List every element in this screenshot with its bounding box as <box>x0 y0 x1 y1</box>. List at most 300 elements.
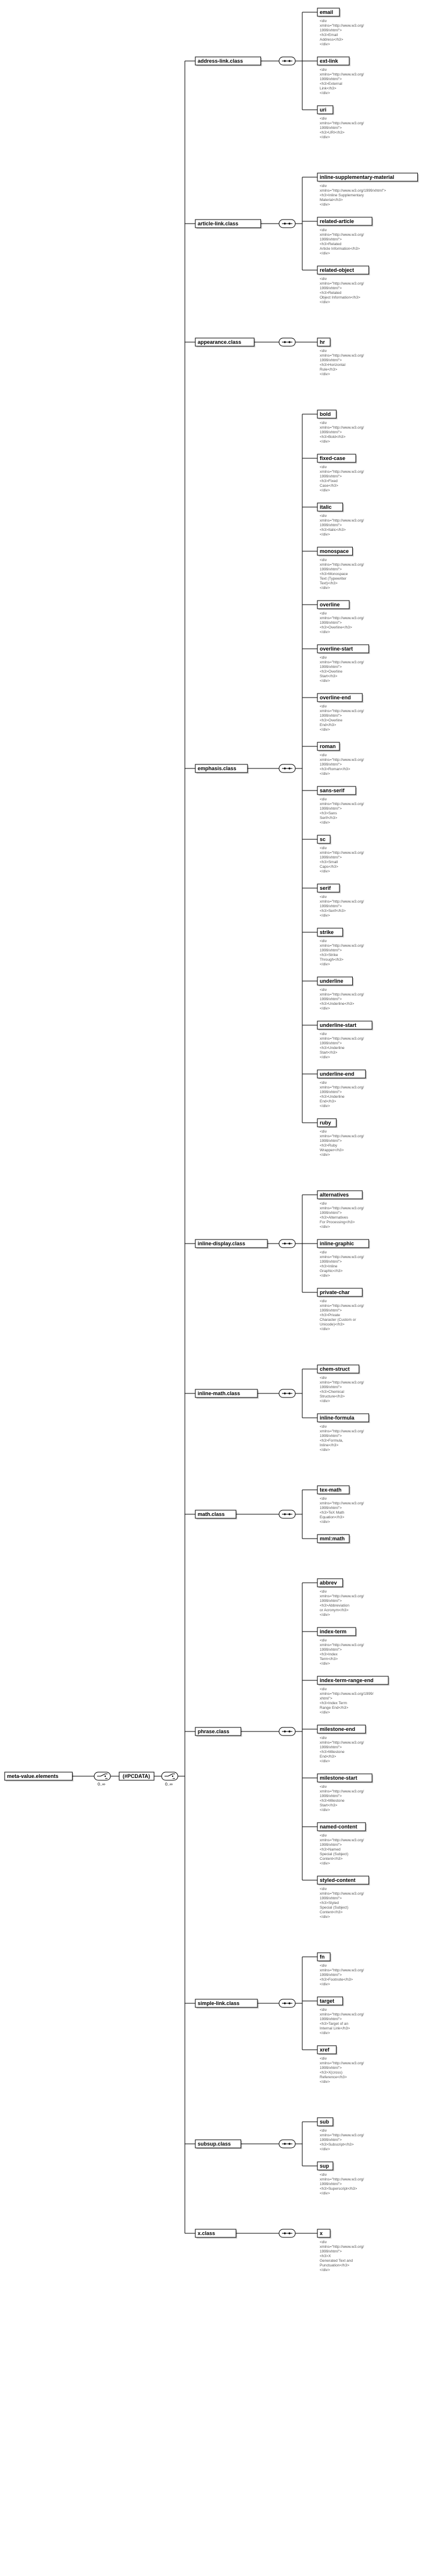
element-documentation: </div> <box>320 1662 330 1666</box>
element-documentation: Punctuation</h3> <box>320 2264 349 2268</box>
element-documentation: 1999/xhtml"> <box>320 1973 342 1977</box>
element-documentation: xmlns="http://www.w3.org/ <box>320 1790 364 1794</box>
element-documentation: </div> <box>320 1153 330 1157</box>
element-inline-supplementary-material-label: inline-supplementary-material <box>320 174 395 180</box>
element-documentation: <div <box>320 1590 327 1594</box>
element-documentation: 1999/xhtml"> <box>320 430 342 434</box>
group-label: phrase.class <box>198 1729 230 1734</box>
element-documentation: xmlns="http://www.w3.org/ <box>320 851 364 855</box>
element-documentation: <div <box>320 68 327 72</box>
choice-dot <box>172 1776 173 1777</box>
element-documentation: <h3>Small <box>320 860 338 864</box>
element-tex-math-label: tex-math <box>320 1487 342 1493</box>
element-documentation: Start</h3> <box>320 1051 338 1055</box>
element-documentation: 1999/xhtml"> <box>320 714 342 718</box>
element-documentation: 1999/xhtml"> <box>320 949 342 953</box>
element-documentation: xmlns="http://www.w3.org/ <box>320 1134 364 1138</box>
element-documentation: 1999/xhtml"> <box>320 1794 342 1798</box>
element-documentation: </div> <box>320 1759 330 1763</box>
element-documentation: </div> <box>320 914 330 918</box>
group-label: x.class <box>198 2230 216 2236</box>
element-documentation: <h3>URI</h3> <box>320 131 345 135</box>
element-documentation: <h3>External <box>320 82 342 86</box>
element-documentation: <h3>Strike <box>320 953 338 957</box>
element-documentation: <div <box>320 1639 327 1643</box>
element-documentation: 1999/xhtml"> <box>320 1211 342 1215</box>
element-documentation: 1999/xhtml"> <box>320 1434 342 1438</box>
element-documentation: </div> <box>320 1274 330 1278</box>
element-underline-end-label: underline-end <box>320 1071 355 1077</box>
element-documentation: <h3>Abbreviation <box>320 1604 349 1608</box>
group-label: appearance.class <box>198 339 242 345</box>
element-documentation: <h3>Chemical <box>320 1390 344 1394</box>
element-documentation: Link</h3> <box>320 87 337 91</box>
sequence-dot <box>288 2232 290 2234</box>
element-documentation: <div <box>320 1299 327 1303</box>
sequence-dot <box>284 1513 285 1515</box>
element-documentation: <div <box>320 184 327 188</box>
element-documentation: xmlns="http://www.w3.org/ <box>320 900 364 904</box>
element-documentation: 1999/xhtml"> <box>320 2138 342 2142</box>
element-documentation: <div <box>320 465 327 469</box>
element-email-label: email <box>320 9 334 15</box>
element-documentation: <h3>Ruby <box>320 1144 337 1148</box>
element-documentation: <h3>Alternatives <box>320 1216 348 1220</box>
element-documentation: xhtml"> <box>320 1697 333 1701</box>
element-documentation: 1999/xhtml"> <box>320 763 342 767</box>
element-overline-label: overline <box>320 602 340 608</box>
element-documentation: </div> <box>320 2080 330 2084</box>
element-documentation: Range End</h3> <box>320 1706 349 1710</box>
element-fn-label: fn <box>320 1954 325 1960</box>
element-alternatives-label: alternatives <box>320 1192 349 1198</box>
sequence-dot <box>284 60 285 62</box>
element-documentation: 1999/xhtml"> <box>320 1139 342 1143</box>
element-documentation: </div> <box>320 630 330 634</box>
element-documentation: </div> <box>320 1399 330 1403</box>
sequence-dot <box>284 222 285 224</box>
element-documentation: <div <box>320 1964 327 1968</box>
element-documentation: Structure</h3> <box>320 1395 345 1399</box>
element-documentation: </div> <box>320 1225 330 1229</box>
choice-compositor-icon <box>162 1772 178 1780</box>
sequence-dot <box>288 2002 290 2004</box>
element-documentation: </div> <box>320 2031 330 2035</box>
sequence-dot <box>288 767 290 769</box>
element-documentation: </div> <box>320 203 330 207</box>
element-documentation: <div <box>320 612 327 616</box>
element-documentation: <h3>Subscript</h3> <box>320 2143 354 2147</box>
element-documentation: <h3>Superscript</h3> <box>320 2187 358 2191</box>
element-documentation: <div <box>320 1687 327 1691</box>
element-xref-label: xref <box>320 2047 330 2053</box>
element-documentation: </div> <box>320 533 330 537</box>
element-documentation: <div <box>320 988 327 992</box>
sequence-dot <box>288 341 290 343</box>
element-documentation: xmlns="http://www.w3.org/ <box>320 426 364 430</box>
element-documentation: Text (Typewriter <box>320 577 346 581</box>
element-documentation: Term</h3> <box>320 1657 338 1661</box>
element-documentation: 1999/xhtml"> <box>320 28 342 33</box>
element-documentation: 1999/xhtml"> <box>320 286 342 290</box>
element-documentation: xmlns="http://www.w3.org/ <box>320 1838 364 1842</box>
sequence-dot <box>288 1730 290 1732</box>
sequence-dot <box>284 1242 285 1244</box>
element-strike-label: strike <box>320 929 334 935</box>
group-label: inline-display.class <box>198 1241 245 1246</box>
element-documentation: 1999/xhtml"> <box>320 475 342 479</box>
element-documentation: xmlns="http://www.w3.org/ <box>320 1892 364 1896</box>
element-documentation: 1999/xhtml"> <box>320 1843 342 1847</box>
group-label: subsup.class <box>198 2141 231 2147</box>
element-documentation: </div> <box>320 1448 330 1452</box>
element-documentation: Graphic</h3> <box>320 1269 343 1273</box>
element-documentation: For Processing</h3> <box>320 1220 355 1224</box>
element-documentation: xmlns="http://www.w3.org/ <box>320 944 364 948</box>
element-related-object-label: related-object <box>320 267 355 273</box>
element-documentation: xmlns="http://www.w3.org/ <box>320 2245 364 2249</box>
element-documentation: </div> <box>320 300 330 304</box>
element-documentation: 1999/xhtml"> <box>320 2182 342 2186</box>
element-documentation: 1999/xhtml"> <box>320 77 342 81</box>
element-documentation: </div> <box>320 1808 330 1812</box>
element-monospace-label: monospace <box>320 548 349 554</box>
element-documentation: <div <box>320 558 327 562</box>
element-documentation: Unicode)</h3> <box>320 1323 345 1327</box>
element-hr-label: hr <box>320 339 325 345</box>
element-documentation: Content</h3> <box>320 1857 343 1861</box>
element-bold-label: bold <box>320 411 331 417</box>
element-documentation: 1999/xhtml"> <box>320 807 342 811</box>
element-documentation: <h3>Serif</h3> <box>320 909 346 913</box>
element-documentation: Article Information</h3> <box>320 247 360 251</box>
element-documentation: xmlns="http://www.w3.org/ <box>320 1381 364 1385</box>
element-documentation: xmlns="http://www.w3.org/ <box>320 233 364 237</box>
element-documentation: xmlns="http://www.w3.org/ <box>320 1086 364 1090</box>
sequence-dot <box>288 1242 290 1244</box>
element-documentation: Special (Subject) <box>320 1852 349 1856</box>
element-documentation: <div <box>320 1251 327 1255</box>
element-documentation: 1999/xhtml"> <box>320 2250 342 2254</box>
element-inline-formula-label: inline-formula <box>320 1415 355 1421</box>
element-documentation: </div> <box>320 679 330 683</box>
element-documentation: </div> <box>320 2147 330 2151</box>
sequence-dot <box>288 1392 290 1394</box>
element-documentation: xmlns="http://www.w3.org/ <box>320 2178 364 2182</box>
element-documentation: <h3>Email <box>320 33 338 37</box>
element-documentation: <h3>Underline <box>320 1046 345 1050</box>
element-documentation: <div <box>320 1032 327 1036</box>
element-target-label: target <box>320 1998 335 2004</box>
element-documentation: <h3>Milestone <box>320 1799 345 1803</box>
element-documentation: </div> <box>320 962 330 967</box>
element-documentation: <h3>Overline <box>320 670 343 674</box>
element-documentation: xmlns="http://www.w3.org/ <box>320 563 364 567</box>
element-index-term-label: index-term <box>320 1629 347 1634</box>
element-documentation: xmlns="http://www.w3.org/1999/xhtml"> <box>320 189 387 193</box>
element-documentation: </div> <box>320 488 330 493</box>
element-documentation: 1999/xhtml"> <box>320 1090 342 1094</box>
element-documentation: <div <box>320 895 327 899</box>
element-documentation: <div <box>320 1202 327 1206</box>
element-documentation: xmlns="http://www.w3.org/ <box>320 1741 364 1745</box>
element-documentation: <div <box>320 19 327 23</box>
element-documentation: 1999/xhtml"> <box>320 1599 342 1603</box>
element-documentation: 1999/xhtml"> <box>320 665 342 669</box>
element-documentation: Serif</h3> <box>320 816 337 820</box>
element-documentation: xmlns="http://www.w3.org/ <box>320 470 364 474</box>
element-documentation: <h3>Underline</h3> <box>320 1002 355 1006</box>
sequence-dot <box>284 2232 285 2234</box>
element-documentation: </div> <box>320 1104 330 1108</box>
element-documentation: xmlns="http://www.w3.org/ <box>320 1594 364 1598</box>
element-documentation: 1999/xhtml"> <box>320 997 342 1001</box>
element-documentation: <div <box>320 705 327 709</box>
element-documentation: </div> <box>320 42 330 46</box>
element-documentation: Inline</h3> <box>320 1443 339 1447</box>
element-ext-link-label: ext-link <box>320 58 338 64</box>
element-documentation: 1999/xhtml"> <box>320 126 342 130</box>
element-documentation: xmlns="http://www.w3.org/ <box>320 282 364 286</box>
element-ruby-label: ruby <box>320 1120 331 1126</box>
element-documentation: </div> <box>320 1613 330 1617</box>
element-fixed-case-label: fixed-case <box>320 455 346 461</box>
element-overline-end-label: overline-end <box>320 695 351 700</box>
element-documentation: <div <box>320 1736 327 1740</box>
element-documentation: Wrapper</h3> <box>320 1148 344 1152</box>
element-documentation: <div <box>320 1497 327 1501</box>
element-documentation: xmlns="http://www.w3.org/ <box>320 121 364 125</box>
element-documentation: <h3>Overline <box>320 718 343 723</box>
element-documentation: xmlns="http://www.w3.org/ <box>320 660 364 664</box>
element-documentation: <h3>Roman</h3> <box>320 767 351 771</box>
element-documentation: Case</h3> <box>320 484 338 488</box>
root-element-label: meta-value.elements <box>7 1773 59 1779</box>
element-documentation: xmlns="http://www.w3.org/ <box>320 2013 364 2017</box>
element-documentation: Reference</h3> <box>320 2075 347 2079</box>
element-abbrev-label: abbrev <box>320 1580 337 1586</box>
element-documentation: 1999/xhtml"> <box>320 1385 342 1389</box>
group-label: article-link.class <box>198 221 239 227</box>
element-sans-serif-label: sans-serif <box>320 788 345 793</box>
element-documentation: xmlns="http://www.w3.org/ <box>320 2133 364 2137</box>
element-documentation: End</h3> <box>320 1100 337 1104</box>
element-documentation: <h3>Target of an <box>320 2022 349 2026</box>
element-chem-struct-label: chem-struct <box>320 1366 350 1372</box>
element-documentation: 1999/xhtml"> <box>320 856 342 860</box>
element-documentation: <h3>Sans <box>320 811 337 815</box>
element-documentation: </div> <box>320 821 330 825</box>
choice-dot <box>105 1776 106 1777</box>
element-milestone-start-label: milestone-start <box>320 1775 358 1781</box>
element-documentation: <h3>X <box>320 2254 331 2258</box>
element-documentation: <h3>Underline <box>320 1095 345 1099</box>
element-documentation: xmlns="http://www.w3.org/ <box>320 1968 364 1973</box>
element-documentation: <h3>Index Term <box>320 1701 347 1705</box>
element-documentation: Content</h3> <box>320 1910 343 1914</box>
element-documentation: xmlns="http://www.w3.org/ <box>320 1429 364 1433</box>
element-underline-label: underline <box>320 978 344 984</box>
group-label: emphasis.class <box>198 766 237 771</box>
element-private-char-label: private-char <box>320 1289 350 1295</box>
element-documentation: </div> <box>320 586 330 590</box>
sequence-dot <box>284 2002 285 2004</box>
sequence-dot <box>288 60 290 62</box>
element-documentation: Text)</h3> <box>320 581 338 585</box>
element-documentation: Equation</h3> <box>320 1515 345 1519</box>
element-documentation: Special (Subject) <box>320 1906 349 1910</box>
element-documentation: xmlns="http://www.w3.org/ <box>320 1255 364 1259</box>
element-documentation: 1999/xhtml"> <box>320 1648 342 1652</box>
element-overline-start-label: overline-start <box>320 646 353 652</box>
element-documentation: xmlns="http://www.w3.org/ <box>320 73 364 77</box>
element-documentation: </div> <box>320 372 330 376</box>
group-label: inline-math.class <box>198 1391 241 1396</box>
element-documentation: <div <box>320 656 327 660</box>
element-x-label: x <box>320 2230 323 2236</box>
element-documentation: 1999/xhtml"> <box>320 1309 342 1313</box>
element-documentation: <h3>Index <box>320 1652 338 1657</box>
element-documentation: <div <box>320 939 327 943</box>
element-documentation: xmlns="http://www.w3.org/ <box>320 1037 364 1041</box>
element-documentation: </div> <box>320 772 330 776</box>
element-documentation: </div> <box>320 2268 330 2272</box>
element-documentation: </div> <box>320 440 330 444</box>
element-documentation: 1999/xhtml"> <box>320 1260 342 1264</box>
element-documentation: <h3>Styled <box>320 1901 339 1905</box>
element-documentation: xmlns="http://www.w3.org/ <box>320 1304 364 1308</box>
element-documentation: xmlns="http://www.w3.org/1999/ <box>320 1692 374 1696</box>
element-documentation: xmlns="http://www.w3.org/ <box>320 993 364 997</box>
element-documentation: <div <box>320 2173 327 2177</box>
element-documentation: <div <box>320 228 327 232</box>
element-documentation: <div <box>320 2129 327 2133</box>
element-documentation: <div <box>320 1425 327 1429</box>
sequence-dot <box>284 1730 285 1732</box>
element-documentation: <div <box>320 1081 327 1085</box>
element-documentation: </div> <box>320 1327 330 1331</box>
element-inline-graphic-label: inline-graphic <box>320 1241 355 1246</box>
element-documentation: <div <box>320 1834 327 1838</box>
element-documentation: </div> <box>320 1520 330 1524</box>
group-label: simple-link.class <box>198 2000 240 2006</box>
sequence-dot <box>288 1513 290 1515</box>
element-documentation: 1999/xhtml"> <box>320 238 342 242</box>
element-italic-label: italic <box>320 504 332 510</box>
element-documentation: <div <box>320 1785 327 1789</box>
element-documentation: xmlns="http://www.w3.org/ <box>320 2061 364 2065</box>
element-documentation: <h3>Bold</h3> <box>320 435 346 439</box>
element-documentation: </div> <box>320 1862 330 1866</box>
element-uri-label: uri <box>320 107 327 113</box>
element-sc-label: sc <box>320 836 326 842</box>
element-underline-start-label: underline-start <box>320 1022 357 1028</box>
element-documentation: xmlns="http://www.w3.org/ <box>320 519 364 523</box>
element-documentation: <h3>Fixed <box>320 479 338 483</box>
element-documentation: <div <box>320 349 327 353</box>
element-documentation: <h3>Overline</h3> <box>320 626 352 630</box>
element-named-content-label: named-content <box>320 1824 358 1830</box>
element-documentation: 1999/xhtml"> <box>320 567 342 572</box>
element-documentation: 1999/xhtml"> <box>320 1896 342 1900</box>
element-documentation: <h3>Footnote</h3> <box>320 1978 353 1982</box>
element-documentation: <h3>Monospace <box>320 572 348 576</box>
element-sup-label: sup <box>320 2163 330 2169</box>
element-documentation: Rule</h3> <box>320 368 337 372</box>
element-documentation: </div> <box>320 91 330 95</box>
element-related-article-label: related-article <box>320 218 355 224</box>
element-documentation: <div <box>320 846 327 850</box>
element-documentation: Generated Text and <box>320 2259 353 2263</box>
element-documentation: xmlns="http://www.w3.org/ <box>320 354 364 358</box>
element-documentation: 1999/xhtml"> <box>320 2017 342 2021</box>
element-documentation: xmlns="http://www.w3.org/ <box>320 24 364 28</box>
element-documentation: <h3>Italic</h3> <box>320 528 346 532</box>
element-documentation: Internal Link</h3> <box>320 2027 351 2031</box>
element-documentation: <h3>Related <box>320 242 342 246</box>
element-documentation: <div <box>320 1130 327 1134</box>
element-documentation: </div> <box>320 1055 330 1059</box>
element-documentation: Address</h3> <box>320 38 344 42</box>
element-documentation: <div <box>320 753 327 757</box>
element-documentation: xmlns="http://www.w3.org/ <box>320 709 364 713</box>
element-documentation: <div <box>320 1376 327 1380</box>
element-documentation: <div <box>320 2008 327 2012</box>
element-documentation: <div <box>320 2057 327 2061</box>
element-sub-label: sub <box>320 2119 330 2125</box>
element-documentation: xmlns="http://www.w3.org/ <box>320 1501 364 1506</box>
element-documentation: <h3>Formula, <box>320 1439 344 1443</box>
element-documentation: <div <box>320 1887 327 1891</box>
element-documentation: xmlns="http://www.w3.org/ <box>320 758 364 762</box>
element-documentation: <div <box>320 421 327 425</box>
element-index-term-range-end-label: index-term-range-end <box>320 1677 374 1683</box>
element-documentation: xmlns="http://www.w3.org/ <box>320 1643 364 1647</box>
sequence-dot <box>284 767 285 769</box>
element-documentation: xmlns="http://www.w3.org/ <box>320 802 364 806</box>
element-documentation: 1999/xhtml"> <box>320 621 342 625</box>
element-documentation: <div <box>320 277 327 281</box>
element-documentation: <div <box>320 117 327 121</box>
element-documentation: 1999/xhtml"> <box>320 1506 342 1510</box>
element-documentation: or Acronym</h3> <box>320 1608 349 1612</box>
element-documentation: <h3>Private <box>320 1313 341 1317</box>
element-roman-label: roman <box>320 743 336 749</box>
element-documentation: 1999/xhtml"> <box>320 358 342 362</box>
element-documentation: <h3>Milestone <box>320 1750 345 1754</box>
element-documentation: 1999/xhtml"> <box>320 2066 342 2070</box>
element-documentation: xmlns="http://www.w3.org/ <box>320 616 364 620</box>
element-documentation: <h3>Inline <box>320 1264 338 1269</box>
element-serif-label: serif <box>320 885 331 891</box>
choice-compositor-icon <box>94 1772 110 1780</box>
sequence-dot <box>288 222 290 224</box>
element-documentation: End</h3> <box>320 723 337 727</box>
element-documentation: </div> <box>320 252 330 256</box>
sequence-dot <box>284 1392 285 1394</box>
element-documentation: </div> <box>320 135 330 139</box>
element-documentation: <h3>Related <box>320 291 342 295</box>
element-documentation: <h3>Inline Supplementary <box>320 193 364 197</box>
element-documentation: </div> <box>320 1711 330 1715</box>
element-styled-content-label: styled-content <box>320 1877 356 1883</box>
element-documentation: Object Information</h3> <box>320 296 360 300</box>
element-milestone-end-label: milestone-end <box>320 1726 356 1732</box>
element-documentation: Character (Custom or <box>320 1318 356 1322</box>
element-documentation: <h3>TeX Math <box>320 1511 345 1515</box>
element-documentation: </div> <box>320 1982 330 1986</box>
element-documentation: </div> <box>320 870 330 874</box>
